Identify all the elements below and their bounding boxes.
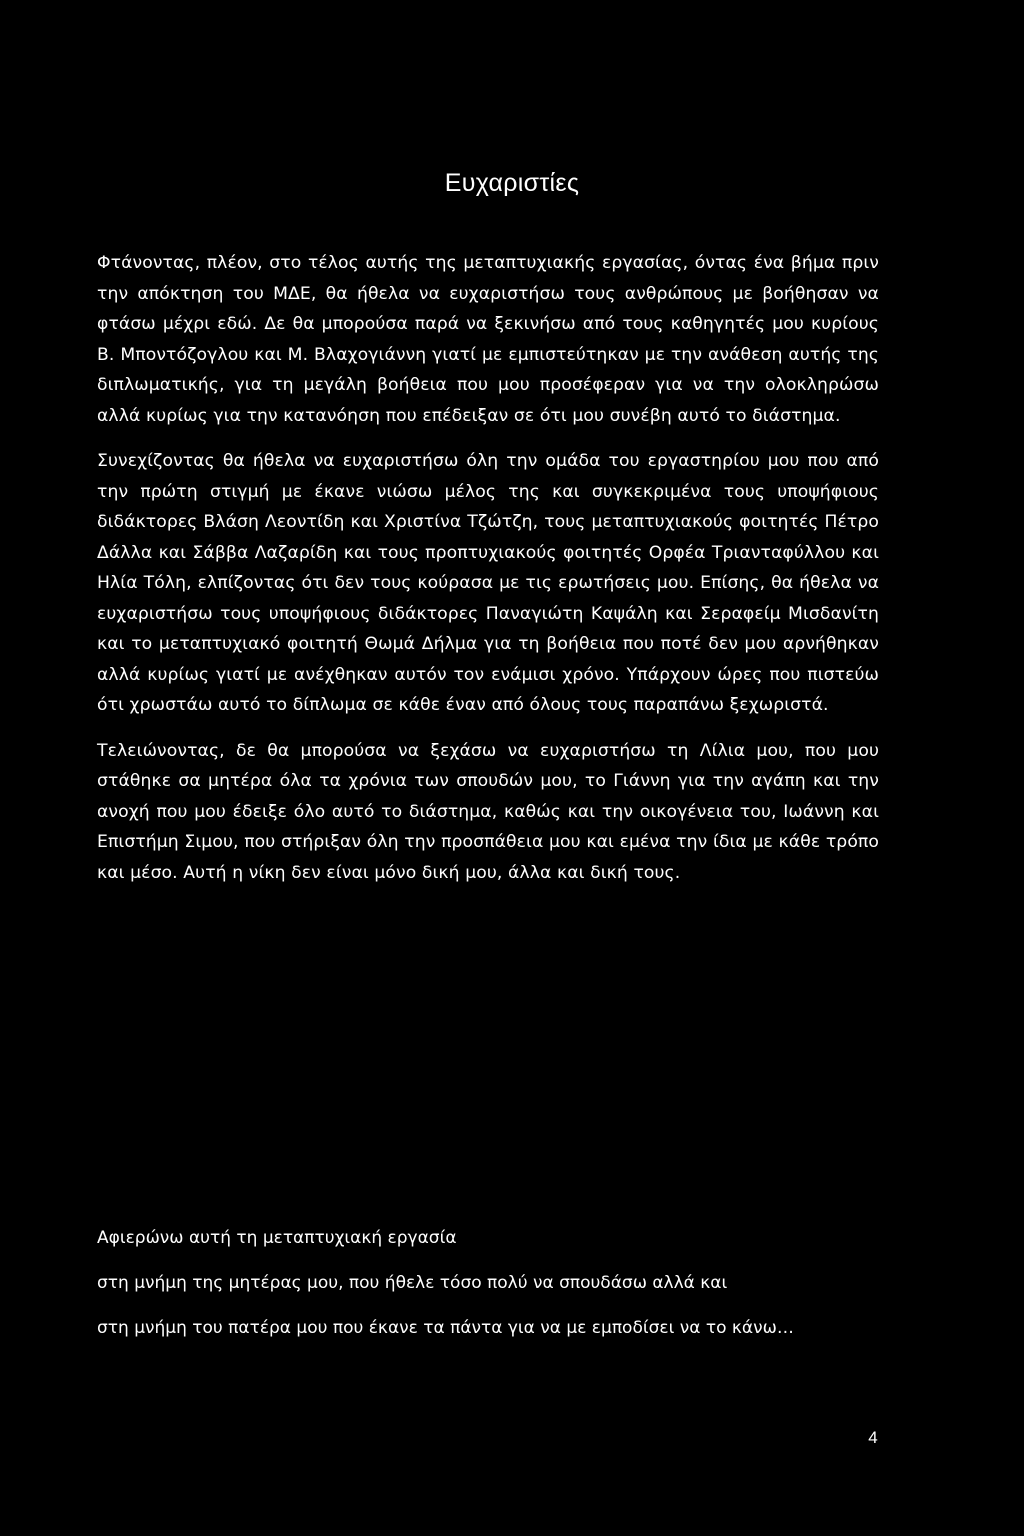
paragraph-lab-team: Συνεχίζοντας θα ήθελα να ευχαριστήσω όλη την ομάδα του εργαστηρίου μου που από την πρώτη στιγμή με έκανε νιώσω μέλος της και συγκεκριμένα τους υποψήφιους διδάκτορες Βλάση Λεοντίδη και Χριστίνα Τζώτζη, τους μεταπτυχιακούς φοιτητές Πέτρο Δάλλα και Σάββα Λαζαρίδη και τους προπτυχιακούς φοιτητές Ορφέα Τριανταφύλλου και Ηλία Τόλη, ελπίζοντας ότι δεν τους κούρασα με τις ερωτήσεις μου. Επίσης, θα ήθελα να ευχαριστήσω τους υποψήφιους διδάκτορες Παναγιώτη Καψάλη και Σεραφείμ Μισδανίτη και το μεταπτυχιακό φοιτητή Θωμά Δήλμα για τη βοήθεια που ποτέ δεν μου αρνήθηκαν αλλά κυρίως γιατί με ανέχθηκαν αυτόν τον ενάμισι χρόνο. Υπάρχουν ώρες που πιστεύω ότι χρωστάω αυτό το δίπλωμα σε κάθε έναν από όλους τους παραπάνω ξεχωριστά. [97,451,879,715]
dedication-line-1: Αφιερώνω αυτή τη μεταπτυχιακή εργασία [97,1228,457,1248]
dedication-line-2: στη μνήμη της μητέρας μου, που ήθελε τόσο πολύ να σπουδάσω αλλά και [97,1273,728,1293]
paragraph-family: Τελειώνοντας, δε θα μπορούσα να ξεχάσω να ευχαριστήσω τη Λίλια μου, που μου στάθηκε σα μητέρα όλα τα χρόνια των σπουδών μου, το Γιάννη για την αγάπη και την ανοχή που μου έδειξε όλο αυτό το διάστημα, καθώς και την οικογένεια του, Ιωάννη και Επιστήμη Σιμου, που στήριξαν όλη την προσπάθεια μου και εμένα την ίδια με κάθε τρόπο και μέσο. Αυτή η νίκη δεν είναι μόνο δική μου, άλλα και δική τους. [97,740,879,883]
page-title: Ευχαριστίες [444,169,580,197]
page-number: 4 [868,1428,878,1447]
acknowledgements-body [97,248,879,903]
dedication-line-3: στη μνήμη του πατέρα μου που έκανε τα πάντα για να με εμποδίσει να το κάνω… [97,1318,794,1338]
paragraph-intro: Φτάνοντας, πλέον, στο τέλος αυτής της μεταπτυχιακής εργασίας, όντας ένα βήμα πριν την απόκτηση του ΜΔΕ, θα ήθελα να ευχαριστήσω τους ανθρώπους με βοήθησαν να φτάσω μέχρι εδώ. Δε θα μπορούσα παρά να ξεκινήσω από τους καθηγητές μου κυρίους Β. Μποντόζογλου και Μ. Βλαχογιάννη γιατί με εμπιστεύτηκαν με την ανάθεση αυτής της διπλωματικής, για τη μεγάλη βοήθεια που μου προσέφεραν για να την ολοκληρώσω αλλά κυρίως για την κατανόηση που επέδειξαν σε ότι μου συνέβη αυτό το διάστημα. [97,253,879,426]
dedication-block [97,1226,897,1361]
